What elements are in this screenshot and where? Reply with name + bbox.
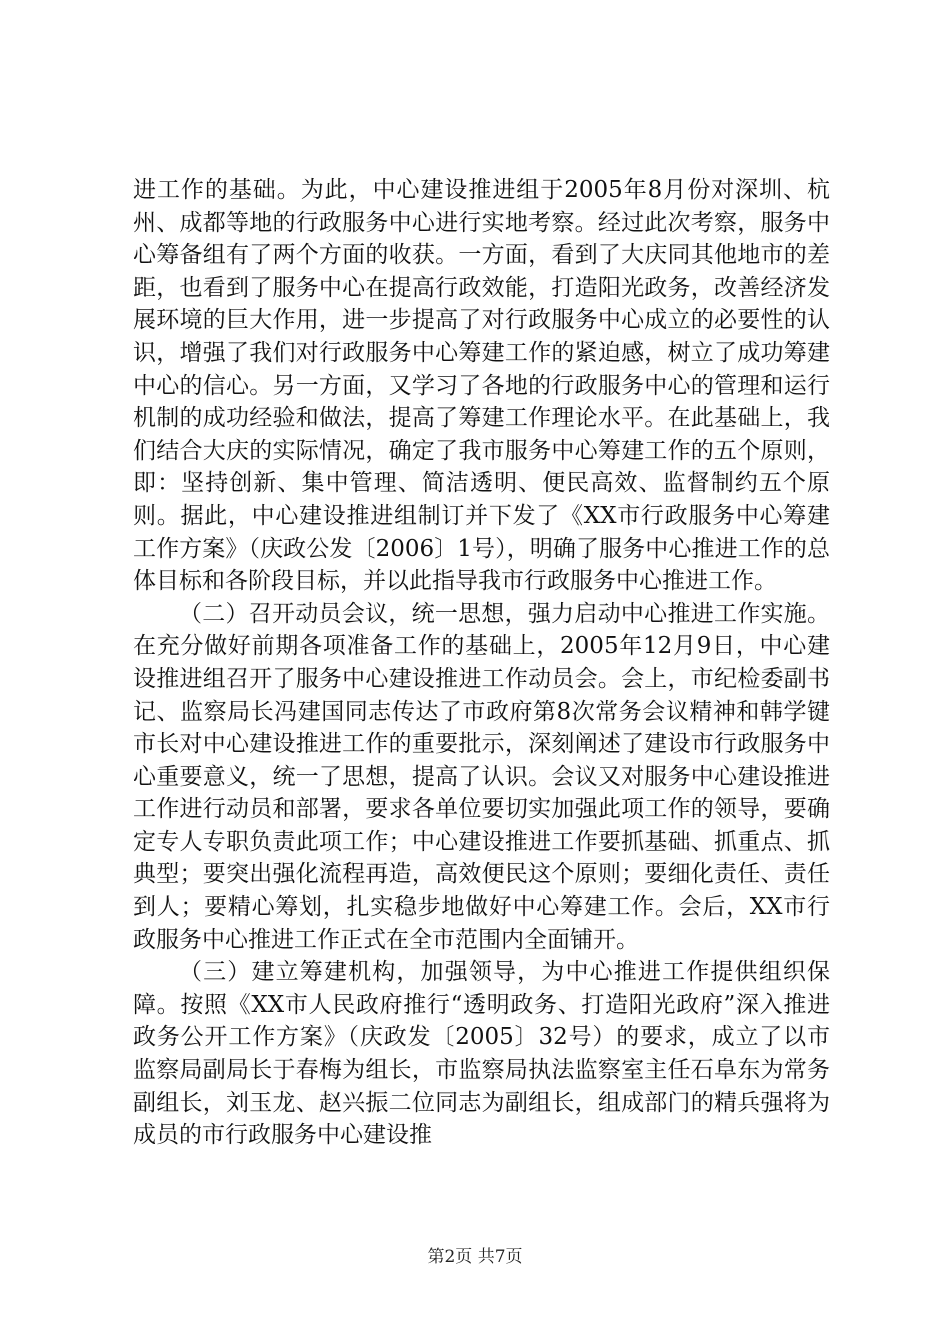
paragraph-section-3: （三）建立筹建机构，加强领导，为中心推进工作提供组织保障。按照《XX市人民政府推行“透明政务、打造阳光政府”深入推进政务公开工作方案》（庆政发〔2005〕32号）的要求，成立了以市监察局副局长于春梅为组长，市监察局执法监察室主任石阜东为常务副组长，刘玉龙、赵兴振二位同志为副组长，组成部门的精兵强将为成员的市行政服务中心建设推 bbox=[133, 959, 830, 1149]
page-number-footer: 第2页 共7页 bbox=[427, 1247, 523, 1267]
paragraph-section-2: （二）召开动员会议，统一思想，强力启动中心推进工作实施。在充分做好前期各项准备工作的基础上，2005年12月9日，中心建设推进组召开了服务中心建设推进工作动员会。会上，市纪检委副书记、监察局长冯建国同志传达了市政府第8次常务会议精神和韩学键市长对中心建设推进工作的重要批示，深刻阐述了建设市行政服务中心重要意义，统一了思想，提高了认识。会议又对服务中心建设推进工作进行动员和部署，要求各单位要切实加强此项工作的领导，要确定专人专职负责此项工作；中心建设推进工作要抓基础、抓重点、抓典型；要突出强化流程再造，高效便民这个原则；要细化责任、责任到人；要精心筹划，扎实稳步地做好中心筹建工作。会后，XX市行政服务中心推进工作正式在全市范围内全面铺开。 bbox=[133, 600, 830, 953]
paragraph-continuation: 进工作的基础。为此，中心建设推进组于2005年8月份对深圳、杭州、成都等地的行政服务中心进行实地考察。经过此次考察，服务中心筹备组有了两个方面的收获。一方面，看到了大庆同其他地市的差距，也看到了服务中心在提高行政效能，打造阳光政务，改善经济发展环境的巨大作用，进一步提高了对行政服务中心成立的必要性的认识，增强了我们对行政服务中心筹建工作的紧迫感，树立了成功筹建中心的信心。另一方面，又学习了各地的行政服务中心的管理和运行机制的成功经验和做法，提高了筹建工作理论水平。在此基础上，我们结合大庆的实际情况，确定了我市服务中心筹建工作的五个原则，即：坚持创新、集中管理、简洁透明、便民高效、监督制约五个原则。据此，中心建设推进组制订并下发了《XX市行政服务中心筹建工作方案》（庆政公发〔2006〕1号），明确了服务中心推进工作的总体目标和各阶段目标，并以此指导我市行政服务中心推进工作。 bbox=[133, 177, 830, 595]
body-text bbox=[133, 174, 830, 1152]
